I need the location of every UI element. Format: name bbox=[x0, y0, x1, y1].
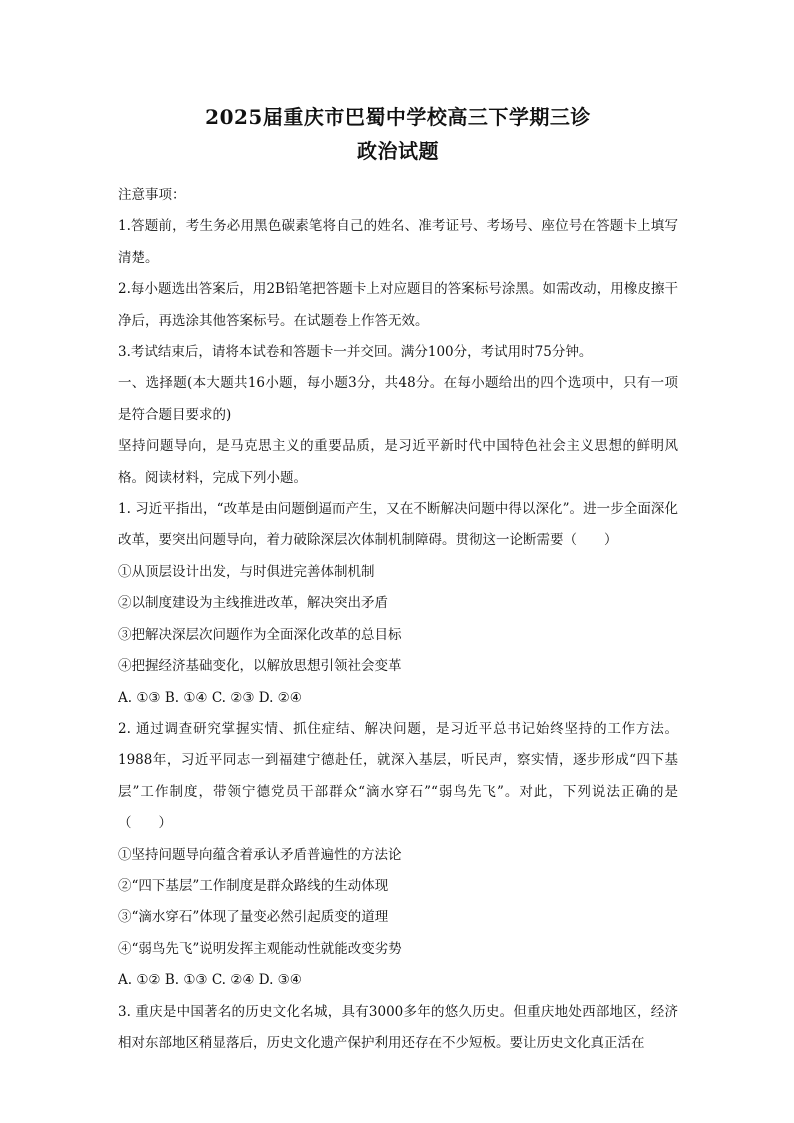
notice-item: 2.每小题选出答案后，用2B铅笔把答题卡上对应题目的答案标号涂黑。如需改动，用橡皮擦干净后，再选涂其他答案标号。在试题卷上作答无效。 bbox=[118, 281, 678, 329]
question-2-item: ④“弱鸟先飞”说明发挥主观能动性就能改变劣势 bbox=[118, 940, 402, 957]
question-1-item: ③把解决深层次问题作为全面深化改革的总目标 bbox=[118, 626, 402, 643]
notice-item: 3.考试结束后，请将本试卷和答题卡一并交回。满分100分，考试用时75分钟。 bbox=[118, 344, 593, 361]
question-2-item: ②“四下基层”工作制度是群众路线的生动体现 bbox=[118, 877, 389, 894]
question-1-item: ②以制度建设为主线推进改革，解决突出矛盾 bbox=[118, 595, 388, 612]
question-3-stem: 3. 重庆是中国著名的历史文化名城，具有3000多年的悠久历史。但重庆地处西部地区，经济相对东部地区稍显落后，历史文化遗产保护利用还存在不少短板。要让历史文化真正活在 bbox=[118, 1003, 678, 1051]
section-heading: 一、选择题(本大题共16小题，每小题3分，共48分。在每小题给出的四个选项中，只有一项是符合题目要求的) bbox=[118, 375, 678, 423]
question-2-item: ③“滴水穿石”体现了量变必然引起质变的道理 bbox=[118, 909, 389, 926]
notice-item: 1.答题前，考生务必用黑色碳素笔将自己的姓名、准考证号、考场号、座位号在答题卡上填写清楚。 bbox=[118, 218, 678, 266]
page-title: 2025届重庆市巴蜀中学校高三下学期三诊 bbox=[205, 105, 591, 129]
question-1-options: A. ①③ B. ①④ C. ②③ D. ②④ bbox=[118, 689, 302, 706]
question-2-item: ①坚持问题导向蕴含着承认矛盾普遍性的方法论 bbox=[118, 846, 402, 863]
question-1-item: ①从顶层设计出发，与时俱进完善体制机制 bbox=[118, 563, 375, 580]
question-1-item: ④把握经济基础变化，以解放思想引领社会变革 bbox=[118, 658, 402, 675]
notice-heading: 注意事项： bbox=[118, 187, 186, 203]
material-intro: 坚持问题导向，是马克思主义的重要品质，是习近平新时代中国特色社会主义思想的鲜明风格。阅读材料，完成下列小题。 bbox=[118, 438, 678, 486]
question-1-stem: 1. 习近平指出，“改革是由问题倒逼而产生，又在不断解决问题中得以深化”。进一步全面深化改革，要突出问题导向，着力破除深层次体制机制障碍。贯彻这一论断需要（ ） bbox=[118, 501, 678, 549]
page-subtitle: 政治试题 bbox=[357, 139, 439, 163]
question-2-options: A. ①② B. ①③ C. ②④ D. ③④ bbox=[118, 972, 302, 989]
question-2-stem: 2. 通过调查研究掌握实情、抓住症结、解决问题，是习近平总书记始终坚持的工作方法。1988年，习近平同志一到福建宁德赴任，就深入基层，听民声，察实情，逐步形成“四下基层”工作制度，带领宁德党员干部群众“滴水穿石”“弱鸟先飞”。对此，下列说法正确的是（ ） bbox=[118, 720, 678, 832]
